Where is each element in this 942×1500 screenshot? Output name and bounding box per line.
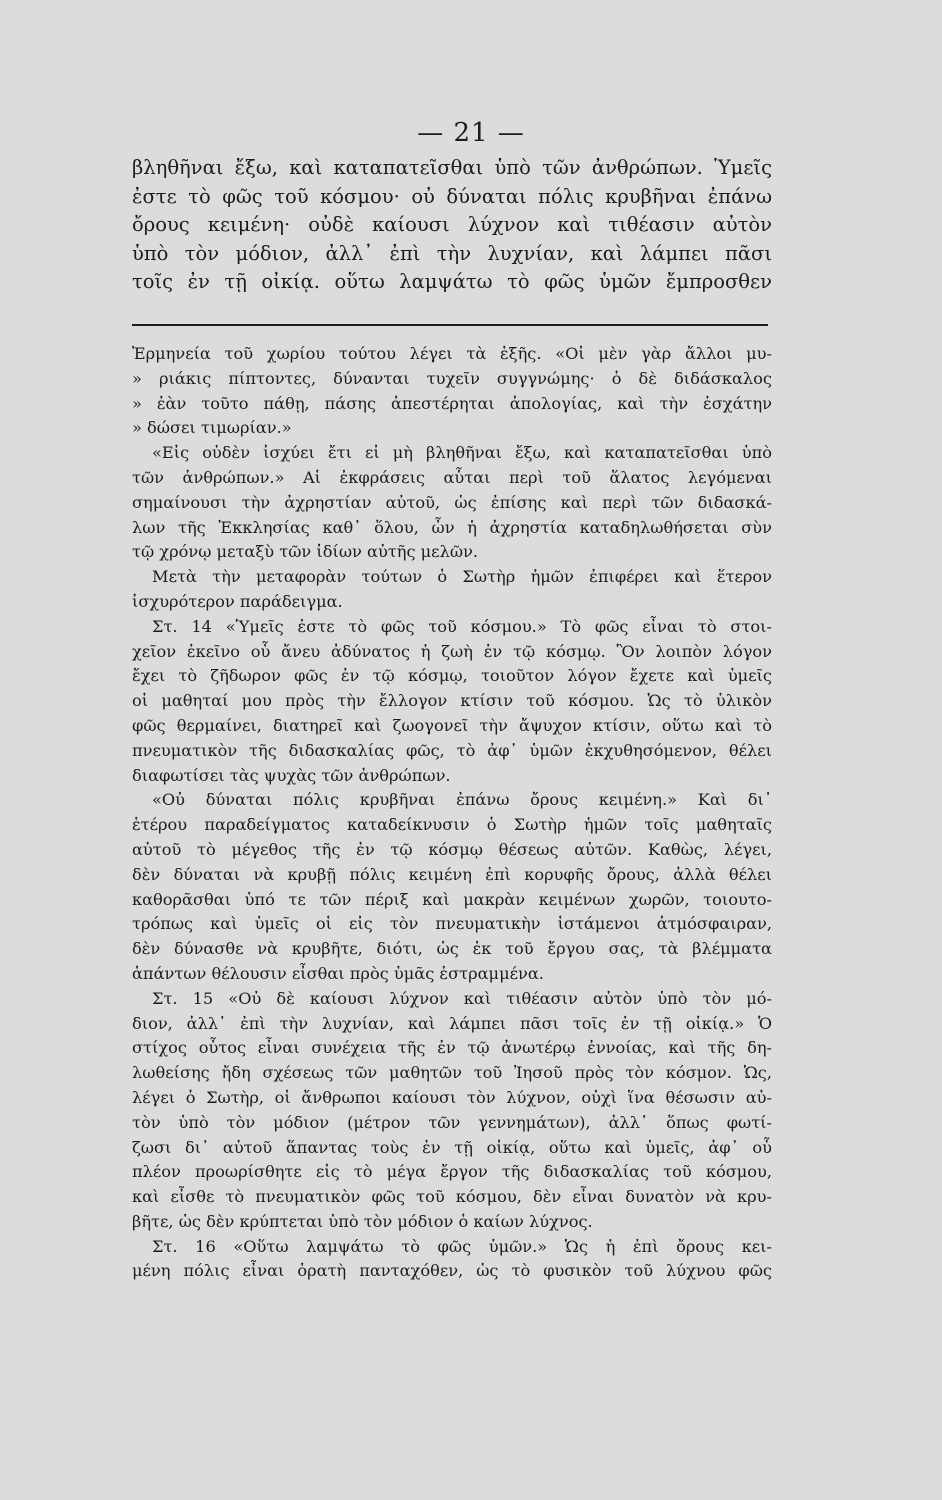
commentary-line: αὐτοῦ τὸ μέγεθος τῆς ἐν τῷ κόσμῳ θέσεως αὐτῶν. Καθὼς, λέγει,	[132, 839, 772, 859]
commentary-line: οἱ μαθηταί μου πρὸς τὴν ἔλλογον κτίσιν τοῦ κόσμου. Ὡς τὸ ὑλικὸν	[132, 691, 772, 711]
scripture-text	[132, 154, 772, 297]
commentary-line: ἔχει τὸ ζῆδωρον φῶς ἐν τῷ κόσμῳ, τοιοῦτον λόγον ἔχετε καὶ ὑμεῖς	[132, 666, 772, 686]
commentary-line: Στ. 15 «Οὐ δὲ καίουσι λύχνον καὶ τιθέασιν αὐτὸν ὑπὸ τὸν μό-	[152, 988, 772, 1008]
commentary-line: στίχος οὗτος εἶναι συνέχεια τῆς ἐν τῷ ἀνωτέρῳ ἐννοίας, καὶ τῆς δη-	[132, 1038, 772, 1058]
commentary-line: τὸν ὑπὸ τὸν μόδιον (μέτρον τῶν γεννημάτων), ἀλλ᾽ ὅπως φωτί-	[132, 1112, 772, 1132]
commentary-line: «Εἰς οὐδὲν ἰσχύει ἔτι εἰ μὴ βληθῆναι ἔξω, καὶ καταπατεῖσθαι ὑπὸ	[152, 443, 772, 463]
commentary-line: διον, ἀλλ᾽ ἐπὶ τὴν λυχνίαν, καὶ λάμπει πᾶσι τοῖς ἐν τῇ οἰκίᾳ.» Ὁ	[132, 1013, 772, 1033]
commentary-line: μένη πόλις εἶναι ὁρατὴ πανταχόθεν, ὡς τὸ φυσικὸν τοῦ λύχνου φῶς	[132, 1261, 772, 1281]
commentary-line: Μετὰ τὴν μεταφορὰν τούτων ὁ Σωτὴρ ἡμῶν ἐπιφέρει καὶ ἕτερον	[152, 567, 772, 587]
commentary-line: πνευματικὸν τῆς διδασκαλίας φῶς, τὸ ἀφ᾽ ὑμῶν ἐκχυθησόμενον, θέλει	[132, 740, 772, 760]
commentary-line: διαφωτίσει τὰς ψυχὰς τῶν ἀνθρώπων.	[132, 765, 451, 785]
commentary-line: λέγει ὁ Σωτὴρ, οἱ ἄνθρωποι καίουσι τὸν λύχνον, οὐχὶ ἵνα θέσωσιν αὐ-	[132, 1087, 772, 1107]
commentary-line: «Οὐ δύναται πόλις κρυβῆναι ἐπάνω ὄρους κειμένη.» Καὶ δι᾽	[152, 790, 772, 810]
commentary-line: φῶς θερμαίνει, διατηρεῖ καὶ ζωογονεῖ τὴν ἄψυχον κτίσιν, οὕτω καὶ τὸ	[132, 715, 772, 735]
commentary-line: Στ. 14 «Ὑμεῖς ἐστε τὸ φῶς τοῦ κόσμου.» Τὸ φῶς εἶναι τὸ στοι-	[152, 616, 772, 636]
commentary-line: » ἐὰν τοῦτο πάθῃ, πάσης ἀπεστέρηται ἀπολογίας, καὶ τὴν ἐσχάτην	[132, 393, 772, 413]
commentary-line: ἰσχυρότερον παράδειγμα.	[132, 591, 343, 611]
commentary-line: ἑτέρου παραδείγματος καταδείκνυσιν ὁ Σωτὴρ ἡμῶν τοῖς μαθηταῖς	[132, 815, 772, 835]
commentary-line: καὶ εἶσθε τὸ πνευματικὸν φῶς τοῦ κόσμου, δὲν εἶναι δυνατὸν νὰ κρυ-	[132, 1187, 772, 1207]
commentary-line: βῆτε, ὡς δὲν κρύπτεται ὑπὸ τὸν μόδιον ὁ καίων λύχνος.	[132, 1211, 593, 1231]
commentary-line: σημαίνουσι τὴν ἀχρηστίαν αὐτοῦ, ὡς ἐπίσης καὶ περὶ τῶν διδασκά-	[132, 492, 772, 512]
commentary-line: τῷ χρόνῳ μεταξὺ τῶν ἰδίων αὐτῆς μελῶν.	[132, 542, 479, 562]
section-divider	[132, 324, 768, 326]
commentary-line: τῶν ἀνθρώπων.» Αἱ ἐκφράσεις αὗται περὶ τοῦ ἅλατος λεγόμεναι	[132, 467, 772, 487]
commentary-line: χεῖον ἐκεῖνο οὗ ἄνευ ἀδύνατος ἡ ζωὴ ἐν τῷ κόσμῳ. Ὃν λοιπὸν λόγον	[132, 641, 772, 661]
commentary-line: δὲν δύνασθε νὰ κρυβῆτε, διότι, ὡς ἐκ τοῦ ἔργου σας, τὰ βλέμματα	[132, 939, 772, 959]
scripture-line: ἐστε τὸ φῶς τοῦ κόσμου· οὐ δύναται πόλις κρυβῆναι ἐπάνω	[132, 184, 772, 208]
scripture-line: βληθῆναι ἔξω, καὶ καταπατεῖσθαι ὑπὸ τῶν ἀνθρώπων. Ὑμεῖς	[132, 156, 772, 179]
commentary-line: Ἑρμηνεία τοῦ χωρίου τούτου λέγει τὰ ἑξῆς. «Οἱ μὲν γὰρ ἄλλοι μυ-	[132, 344, 772, 363]
commentary-line: » ριάκις πίπτοντες, δύνανται τυχεῖν συγγνώμης· ὁ δὲ διδάσκαλος	[132, 368, 772, 388]
commentary-line: Στ. 16 «Οὕτω λαμψάτω τὸ φῶς ὑμῶν.» Ὡς ἡ ἐπὶ ὄρους κει-	[152, 1236, 772, 1256]
commentary-line: τρόπως καὶ ὑμεῖς οἱ εἰς τὸν πνευματικὴν ἱστάμενοι ἀτμόσφαιραν,	[132, 914, 772, 934]
commentary-line: ἁπάντων θέλουσιν εἶσθαι πρὸς ὑμᾶς ἐστραμμένα.	[132, 963, 544, 983]
commentary-line: λων τῆς Ἐκκλησίας καθ᾽ ὅλου, ὧν ἡ ἀχρηστία καταδηλωθήσεται σὺν	[132, 517, 772, 537]
scripture-line: ὑπὸ τὸν μόδιον, ἀλλ᾽ ἐπὶ τὴν λυχνίαν, καὶ λάμπει πᾶσι	[132, 241, 772, 265]
page-number: — 21 —	[417, 118, 525, 148]
commentary-text	[132, 342, 772, 1284]
commentary-line: δὲν δύναται νὰ κρυβῇ πόλις κειμένη ἐπὶ κορυφῆς ὄρους, ἀλλὰ θέλει	[132, 864, 772, 884]
commentary-line: λωθείσης ἤδη σχέσεως τῶν μαθητῶν τοῦ Ἰησοῦ πρὸς τὸν κόσμον. Ὡς,	[132, 1063, 772, 1083]
commentary-line: πλέον προωρίσθητε εἰς τὸ μέγα ἔργον τῆς διδασκαλίας τοῦ κόσμου,	[132, 1162, 772, 1182]
commentary-line: ζωσι δι᾽ αὐτοῦ ἅπαντας τοὺς ἐν τῇ οἰκίᾳ, οὕτω καὶ ὑμεῖς, ἀφ᾽ οὗ	[132, 1137, 772, 1157]
commentary-line: » δώσει τιμωρίαν.»	[132, 418, 292, 438]
scripture-line: ὄρους κειμένη· οὐδὲ καίουσι λύχνον καὶ τιθέασιν αὐτὸν	[132, 213, 772, 236]
scripture-line: τοῖς ἐν τῇ οἰκίᾳ. οὕτω λαμψάτω τὸ φῶς ὑμῶν ἔμπροσθεν	[132, 270, 772, 293]
commentary-line: καθορᾶσθαι ὑπό τε τῶν πέριξ καὶ μακρὰν κειμένων χωρῶν, τοιουτο-	[132, 889, 772, 909]
